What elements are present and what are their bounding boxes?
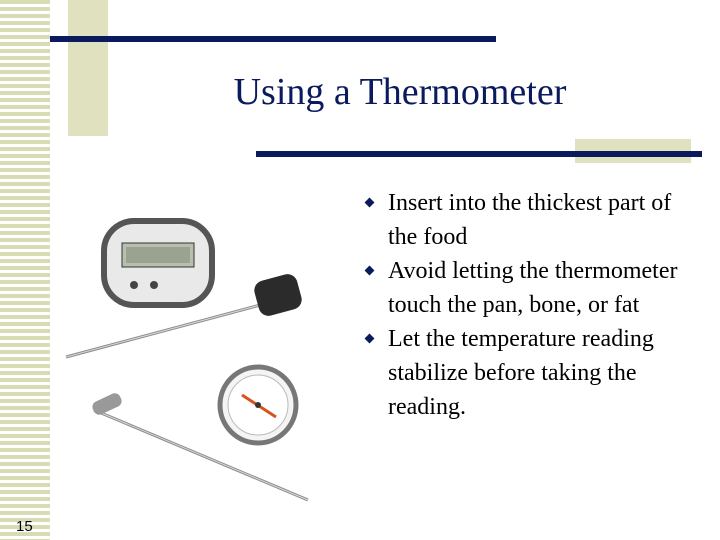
diamond-bullet-icon xyxy=(365,266,375,276)
decorative-stripes xyxy=(0,0,50,540)
bullet-item: Insert into the thickest part of the food xyxy=(360,186,680,254)
digital-thermometer-image xyxy=(66,221,304,357)
title-rule-top xyxy=(50,36,496,42)
title-rule-bottom xyxy=(256,151,702,157)
slide-title: Using a Thermometer xyxy=(233,71,567,113)
dial-thermometer-image xyxy=(90,367,308,500)
diamond-bullet-icon xyxy=(365,334,375,344)
diamond-bullet-icon xyxy=(365,198,375,208)
thermometer-photo xyxy=(64,215,334,505)
page-number: 15 xyxy=(16,518,33,535)
bullet-item: Avoid letting the thermometer touch the pan, bone, or fat xyxy=(360,254,680,322)
decorative-block-top xyxy=(68,0,108,136)
bullet-list xyxy=(360,186,680,424)
bullet-item: Let the temperature reading stabilize before taking the reading. xyxy=(360,322,680,424)
